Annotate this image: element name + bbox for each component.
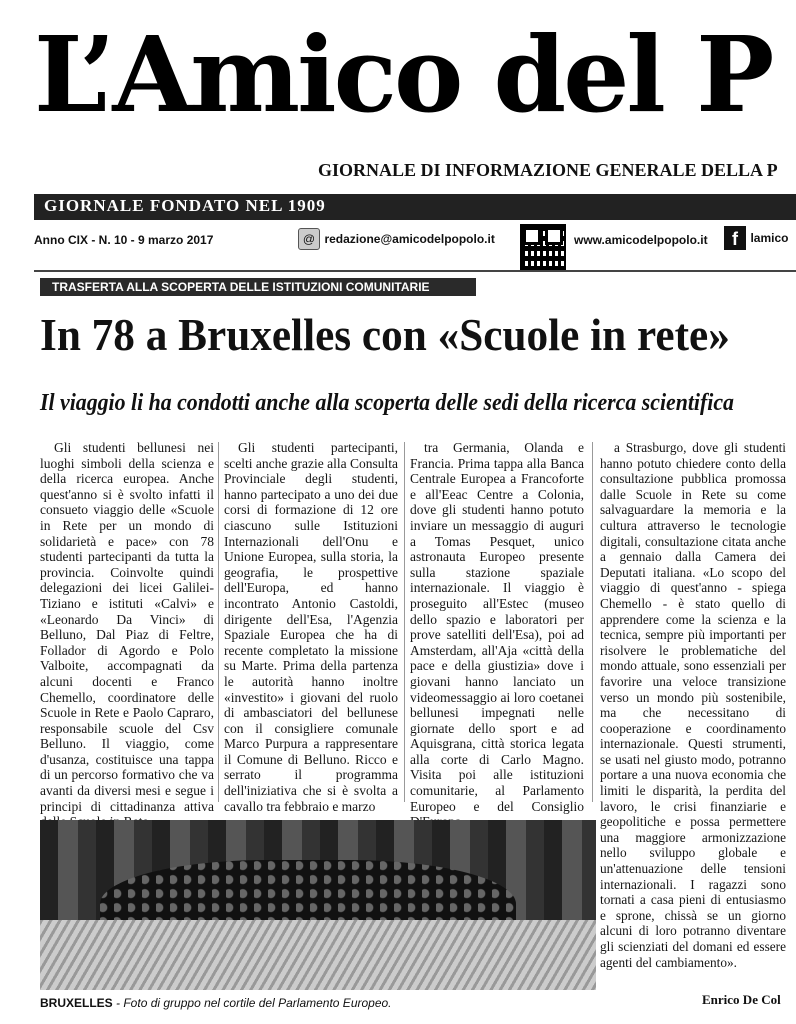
photo-caption: [40, 996, 392, 1010]
article-column-3: [410, 440, 584, 830]
column-2-text: Gli studenti partecipanti, scelti anche grazie alla Consulta Provinciale degli studenti, hanno partecipato a uno dei due corsi di formazione di 12 ore ciascuno sulle Istituzioni Internazionali dell'Onu e Unione Europea, sulla storia, la geografia, le prospettive dell'Europa, ed hanno incontrato Antonio Castoldi, dirigente dell'Esa, l'Agenzia Spaziale Europea che ha di recente completato la missione su Marte. Prima della partenza le autorità hanno inoltre «investito» i giovani del ruolo di ambasciatori del bellunese con il consigliere comunale Marco Purpura a rappresentare il Comune di Belluno. Ricco e serrato il programma dell'iniziativa che si è svolta a cavallo tra febbraio e marzo: [224, 440, 398, 814]
founded-band-text: GIORNALE FONDATO NEL 1909: [44, 196, 326, 215]
header-rule: [34, 270, 796, 272]
facebook-link[interactable]: lamico: [750, 231, 789, 245]
article-headline: In 78 a Bruxelles con «Scuole in rete»: [40, 309, 730, 360]
column-4-text: a Strasburgo, dove gli studenti hanno potuto chiedere conto della consultazione pubblica promossa dalle Scuole in Rete su come salvaguardare la memoria e la cultura attraverso le tecnologie digitali, consultazione citata anche a gennaio dalla Camera dei Deputati italiana. «Lo scopo del viaggio di quest'anno - spiega Chemello - è stato quello di apprendere come la scienza e la tecnica, sempre più importanti per risolvere le problematiche del mondo attuale, sono essenziali per favorire una veloce transizione verso un mondo più sostenibile, ma che necessitano di cooperazione e coordinamento internazionale. Questi strumenti, se usati nel giusto modo, potranno portare a una nuova economia che limiti le disparità, la perdita del lavoro, le crisi finanziarie e geopolitiche e possa permettere una maggiore armonizzazione nello sviluppo globale e un'attenuazione delle tensioni internazionali. I ragazzi sono tornati a casa pieni di entusiasmo e sprone, chissà se un giorno alcuni di loro potranno diventare gli scienziati del domani ed essere agenti del cambiamento».: [600, 440, 786, 970]
newspaper-masthead: L’Amico del P: [34, 13, 772, 136]
caption-lead: BRUXELLES: [40, 996, 113, 1010]
email-link[interactable]: redazione@amicodelpopolo.it: [324, 232, 495, 246]
website-link[interactable]: www.amicodelpopolo.it: [574, 233, 708, 247]
masthead-subtitle: GIORNALE DI INFORMAZIONE GENERALE DELLA P: [318, 160, 778, 180]
founded-band: [34, 194, 796, 220]
email-contact[interactable]: [298, 228, 495, 250]
issue-info: Anno CIX - N. 10 - 9 marzo 2017: [34, 233, 214, 247]
article-byline: Enrico De Col: [702, 992, 781, 1007]
column-1-text: Gli studenti bellunesi nei luoghi simboli della scienza e della ricerca europea. Anche quest'anno si è svolto infatti il consueto viaggio delle «Scuole in Rete per un mondo di solidarietà e pace» con 78 studenti partecipanti da tutta la provincia. Coinvolte quindi delegazioni dei licei Galilei-Tiziano e istituti «Calvi» e «Leonardo Da Vinci» di Belluno, Dal Piaz di Feltre, Follador di Agordo e Polo Valboite, accompagnati da alcuni docenti e Franco Chemello, coordinatore delle Scuole in Rete e Paolo Capraro, responsabile scuole del Csv Belluno. Il viaggio, come d'usanza, costituisce una tappa di un percorso formativo che va avanti da diversi mesi e segue i principi di cittadinanza attiva: [40, 440, 214, 814]
photo-ground: [40, 920, 596, 990]
facebook-contact[interactable]: [724, 226, 788, 250]
column-3-text: tra Germania, Olanda e Francia. Prima tappa alla Banca Centrale Europea a Francoforte e all'Eeac Centre a Colonia, dove gli studenti hanno potuto inviare un messaggio di auguri a Tomas Pesquet, unico astronauta Europeo presente sulla stazione spaziale internazionale. Il viaggio è proseguito all'Estec (museo dello spazio e laboratori per prove satelliti dell'Esa), poi ad Amsterdam, all'Aja «città della pace e della giustizia» dove i giovani hanno lanciato un videomessaggio ai loro coetanei bellunesi impegnati nelle giornate dello sport e ad Aquisgrana, città storica legata alla corte di Carlo Magno. Visita poi alle istituzioni comunitarie, al Parlamento Europeo e del Consiglio: [410, 440, 584, 814]
caption-text: - Foto di gruppo nel cortile del Parlamento Europeo.: [112, 996, 392, 1010]
article-column-2: [224, 440, 398, 814]
qr-code-icon: [520, 224, 566, 270]
article-column-1: [40, 440, 214, 830]
facebook-icon: f: [724, 226, 746, 250]
column-divider: [592, 442, 593, 802]
info-bar: [34, 224, 796, 264]
column-divider: [404, 442, 405, 802]
article-deck: Il viaggio li ha condotti anche alla scoperta delle sedi della ricerca scientifica: [40, 390, 734, 416]
article-column-4: [600, 440, 786, 970]
group-photo: [40, 820, 596, 990]
at-sign-icon: @: [298, 228, 320, 250]
column-divider: [218, 442, 219, 802]
article-kicker: TRASFERTA ALLA SCOPERTA DELLE ISTITUZIONI COMUNITARIE: [40, 278, 476, 296]
